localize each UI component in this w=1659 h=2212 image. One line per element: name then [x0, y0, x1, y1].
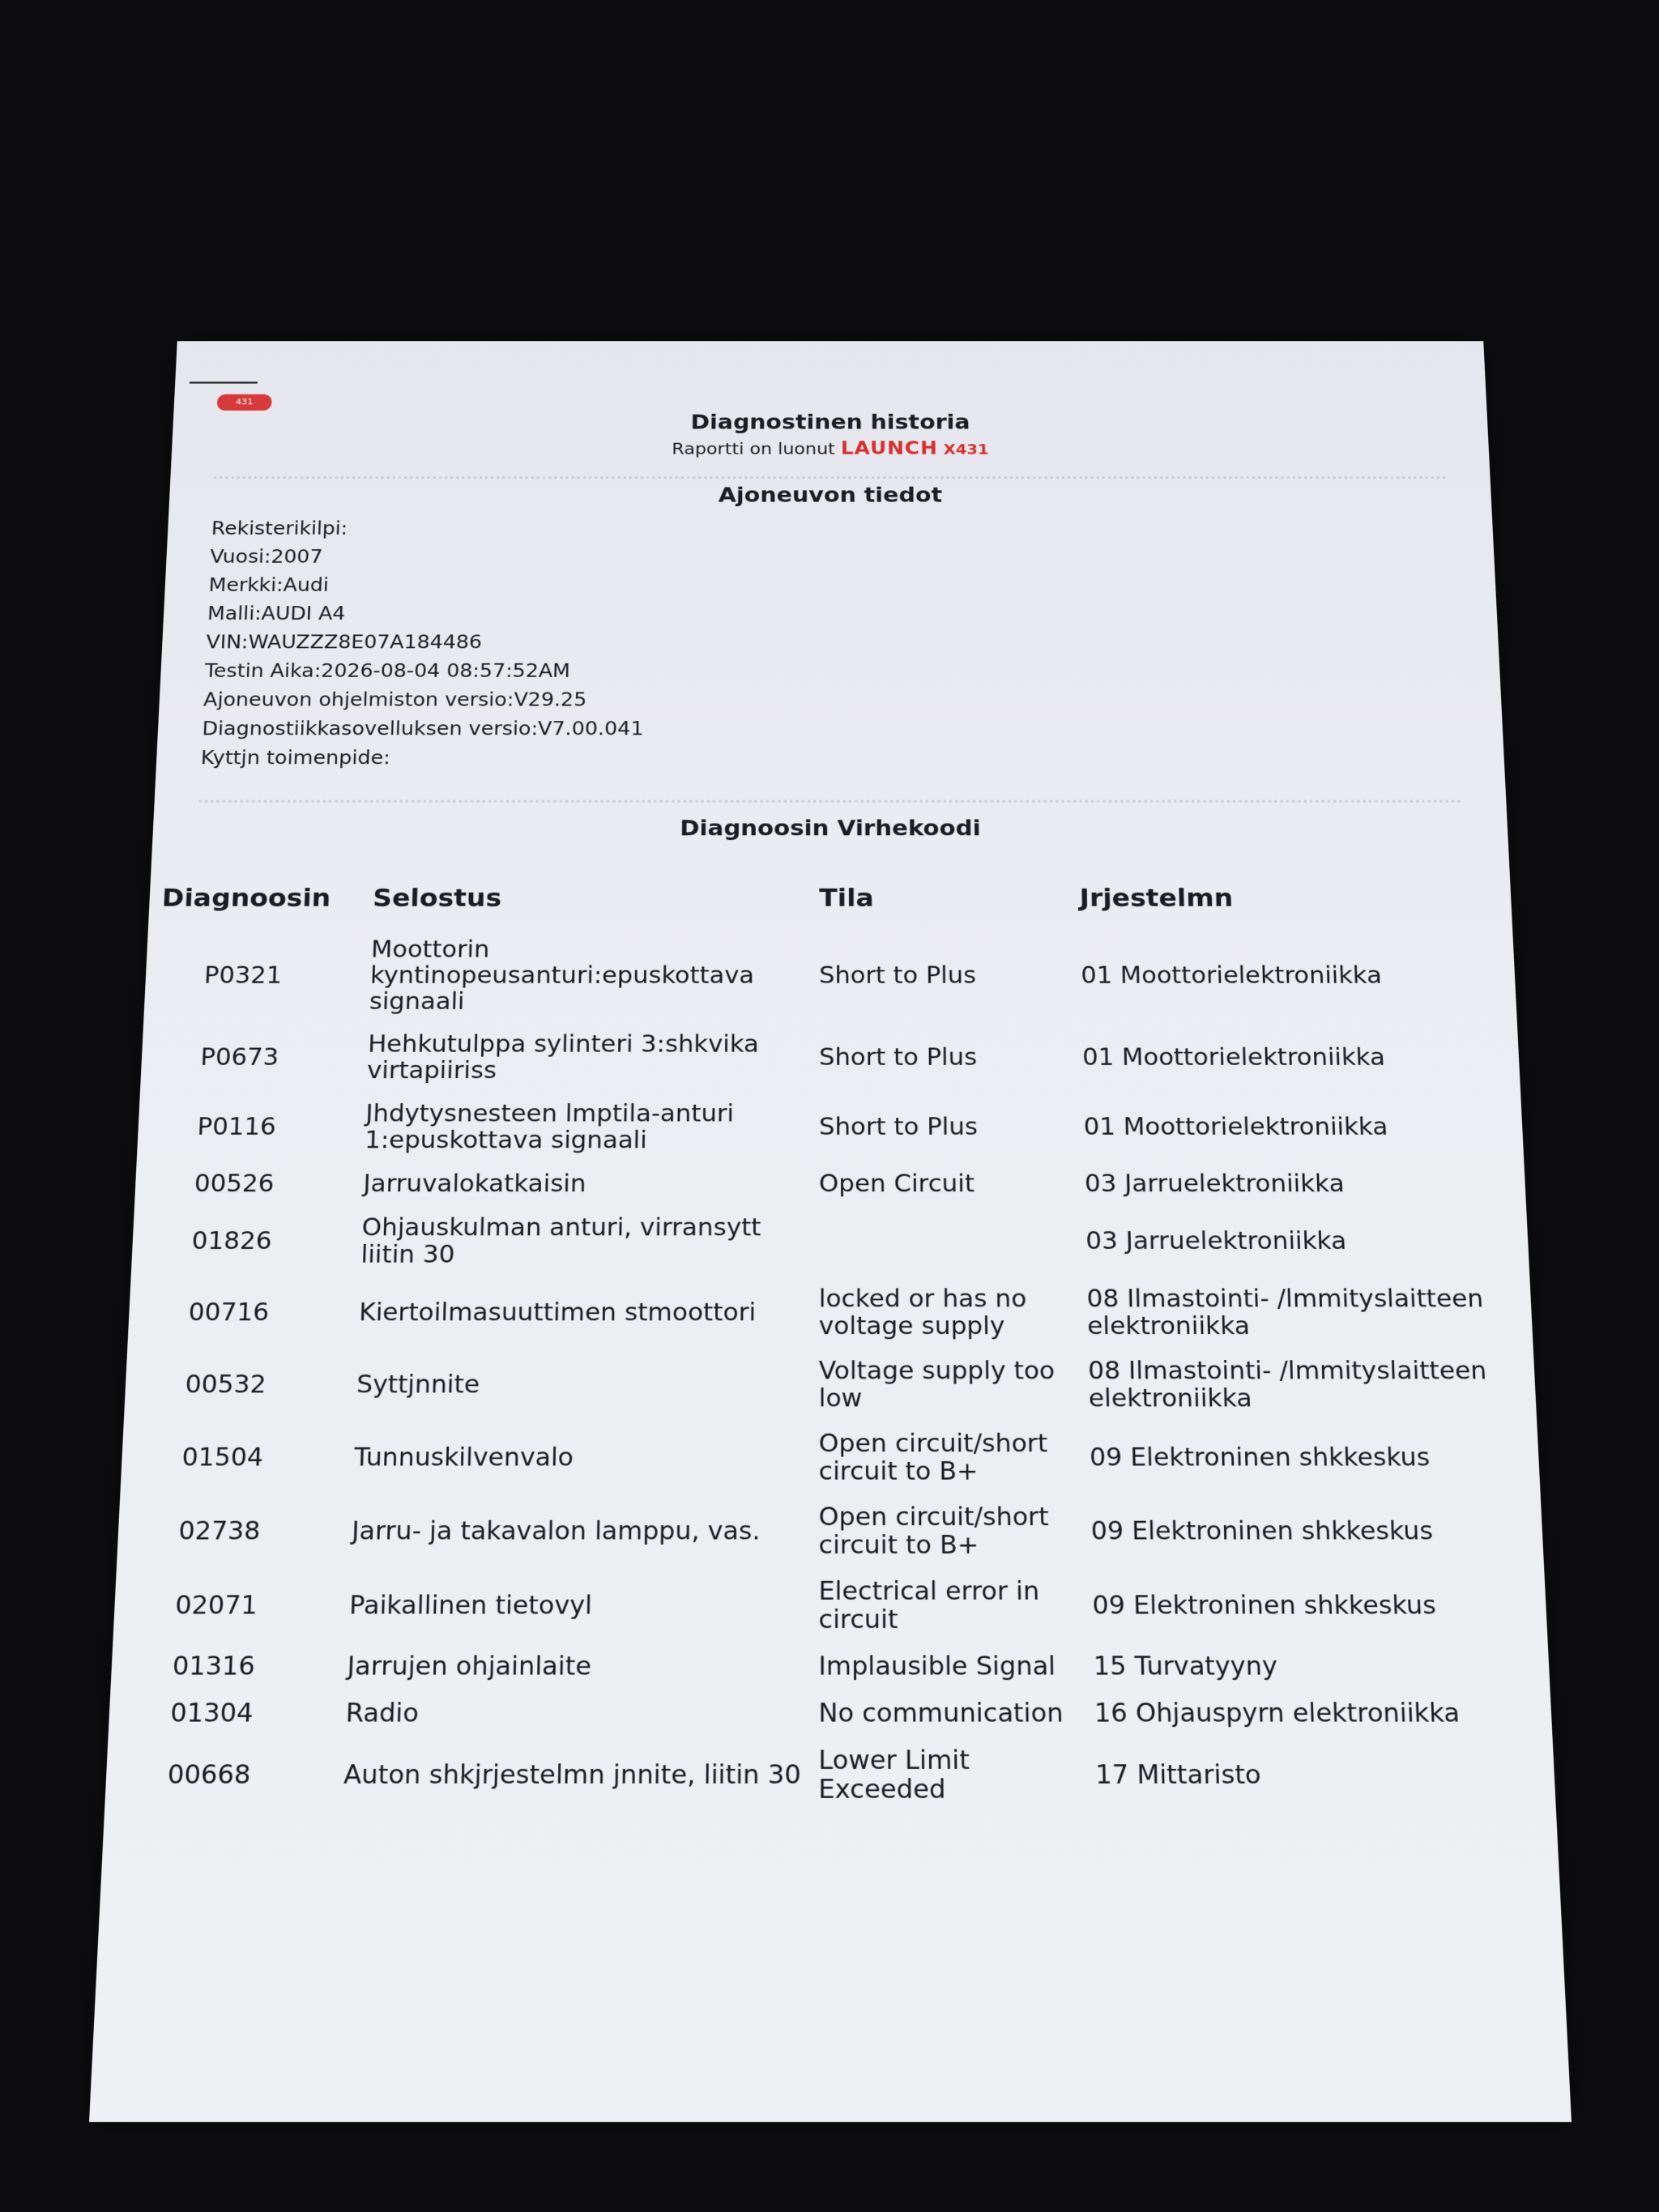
vehicle-info-field: VIN:WAUZZZ8E07A184486 — [205, 631, 483, 653]
dtc-status — [811, 1206, 1078, 1277]
dtc-system: 09 Elektroninen shkkeskus — [1089, 1443, 1431, 1472]
dtc-code: P0673 — [199, 1043, 279, 1071]
dtc-status: Short to Plus — [819, 961, 977, 989]
dtc-code: 00532 — [184, 1370, 267, 1399]
table-row — [109, 1690, 1553, 1737]
dtc-table-body — [104, 928, 1556, 1813]
dtc-system: 03 Jarruelektroniikka — [1085, 1226, 1347, 1255]
report-subtitle — [172, 437, 1490, 458]
launch-badge-logo: 431 — [217, 394, 272, 411]
dtc-code: 01316 — [172, 1651, 256, 1681]
dtc-status: Open circuit/short circuit to B+ — [818, 1502, 1049, 1560]
dtc-code: P0116 — [196, 1113, 277, 1140]
dotted-divider — [214, 476, 1447, 479]
vehicle-info-field: Kyttjn toimenpide: — [200, 746, 391, 769]
column-header-status: Tila — [819, 884, 874, 913]
table-row — [131, 1206, 1530, 1277]
dtc-description: Tunnuskilvenvalo — [353, 1443, 574, 1472]
brand-logo-text: LAUNCH — [840, 437, 938, 459]
vehicle-info-field: Vuosi:2007 — [209, 546, 323, 568]
dtc-description: Hehkutulppa sylinteri 3:shkvika virtapiiriss — [366, 1030, 759, 1084]
report-header — [172, 410, 1490, 458]
dtc-system: 01 Moottorielektroniikka — [1083, 1113, 1388, 1140]
table-row — [113, 1568, 1547, 1643]
dtc-code: 01504 — [181, 1443, 264, 1472]
vehicle-info-field: Merkki:Audi — [208, 574, 330, 596]
dtc-description: Jhdytysnesteen lmptila-anturi 1:epuskottava signaali — [364, 1099, 735, 1154]
dtc-code: 01304 — [169, 1698, 254, 1728]
dtc-system: 09 Elektroninen shkkeskus — [1090, 1516, 1434, 1545]
table-row — [143, 928, 1517, 1023]
dtc-description: Jarrujen ohjainlaite — [347, 1651, 592, 1681]
vehicle-info-field: Malli:AUDI A4 — [207, 603, 346, 624]
dtc-status: Open circuit/short circuit to B+ — [818, 1429, 1048, 1485]
dtc-status: locked or has no voltage supply — [818, 1284, 1027, 1340]
dotted-divider — [198, 800, 1461, 803]
dtc-code: 02071 — [174, 1590, 258, 1620]
table-row — [120, 1421, 1540, 1494]
dtc-code: 00526 — [194, 1170, 275, 1198]
vehicle-section-title: Ajoneuvon tiedot — [718, 482, 943, 507]
dtc-system: 08 Ilmastointi- /lmmityslaitteen elektroniikka — [1086, 1284, 1484, 1340]
dtc-system: 16 Ohjauspyrn elektroniikka — [1094, 1698, 1461, 1728]
dtc-system: 01 Moottorielektroniikka — [1081, 1043, 1386, 1071]
table-row — [124, 1349, 1537, 1421]
table-row — [140, 1023, 1520, 1092]
dtc-description: Paikallinen tietovyl — [348, 1590, 593, 1620]
vehicle-info-field: Testin Aika:2026-08-04 08:57:52AM — [204, 659, 571, 682]
table-row — [117, 1494, 1544, 1568]
dtc-description: Radio — [345, 1698, 420, 1728]
dtc-description: Auton shkjrjestelmn jnnite, liitin 30 — [343, 1759, 801, 1790]
dtc-code: 01826 — [190, 1226, 273, 1255]
dtc-code: P0321 — [203, 961, 283, 989]
dtc-code: 00668 — [167, 1759, 252, 1790]
dtc-code: 02738 — [177, 1516, 262, 1545]
table-row — [104, 1737, 1556, 1813]
table-row — [134, 1162, 1526, 1206]
model-logo-text: X431 — [943, 441, 989, 458]
dtc-code: 00716 — [187, 1298, 270, 1327]
dtc-status: Short to Plus — [819, 1043, 978, 1071]
dtc-description: Moottorin kyntinopeusanturi:epuskottava signaali — [369, 936, 755, 1015]
pen-mark — [190, 381, 258, 383]
dtc-system: 15 Turvatyyny — [1093, 1651, 1278, 1681]
vehicle-info-field: Rekisterikilpi: — [211, 518, 348, 539]
dtc-system: 01 Moottorielektroniikka — [1081, 961, 1383, 989]
vehicle-info-list — [200, 514, 646, 773]
dtc-system: 03 Jarruelektroniikka — [1084, 1170, 1346, 1198]
report-title: Diagnostinen historia — [690, 410, 970, 434]
dtc-system: 17 Mittaristo — [1094, 1759, 1262, 1790]
dtc-description: Jarru- ja takavalon lamppu, vas. — [351, 1516, 761, 1545]
vehicle-info-field: Diagnostiikkasovelluksen versio:V7.00.041 — [201, 718, 644, 739]
table-row — [127, 1276, 1533, 1349]
dtc-status: Lower Limit Exceeded — [818, 1745, 970, 1805]
dtc-status: Open Circuit — [818, 1170, 975, 1198]
dtc-table-header — [148, 879, 1512, 928]
dtc-system: 09 Elektroninen shkkeskus — [1092, 1590, 1437, 1620]
dtc-section-title: Diagnoosin Virhekoodi — [680, 815, 981, 841]
table-row — [110, 1643, 1550, 1690]
dtc-status: Short to Plus — [818, 1113, 979, 1140]
subtitle-prefix: Raportti on luonut — [672, 439, 835, 458]
report-paper — [89, 341, 1572, 2122]
dtc-description: Syttjnnite — [356, 1370, 480, 1399]
dtc-description: Kiertoilmasuuttimen stmoottori — [358, 1298, 757, 1327]
dtc-status: Voltage supply too low — [818, 1356, 1056, 1413]
dtc-description: Jarruvalokatkaisin — [362, 1170, 586, 1198]
column-header-description: Selostus — [372, 884, 502, 913]
dtc-status: Electrical error in circuit — [818, 1576, 1040, 1634]
column-header-code: Diagnoosin — [161, 884, 331, 913]
table-row — [137, 1092, 1525, 1161]
vehicle-info-field: Ajoneuvon ohjelmiston versio:V29.25 — [203, 688, 587, 711]
column-header-system: Jrjestelmn — [1079, 884, 1234, 913]
dtc-table — [104, 879, 1556, 1813]
dtc-system: 08 Ilmastointi- /lmmityslaitteen elektroniikka — [1087, 1356, 1488, 1413]
dtc-status: Implausible Signal — [818, 1651, 1056, 1681]
dtc-description: Ohjauskulman anturi, virransytt liitin 30 — [360, 1213, 761, 1268]
dtc-status: No communication — [818, 1698, 1064, 1728]
